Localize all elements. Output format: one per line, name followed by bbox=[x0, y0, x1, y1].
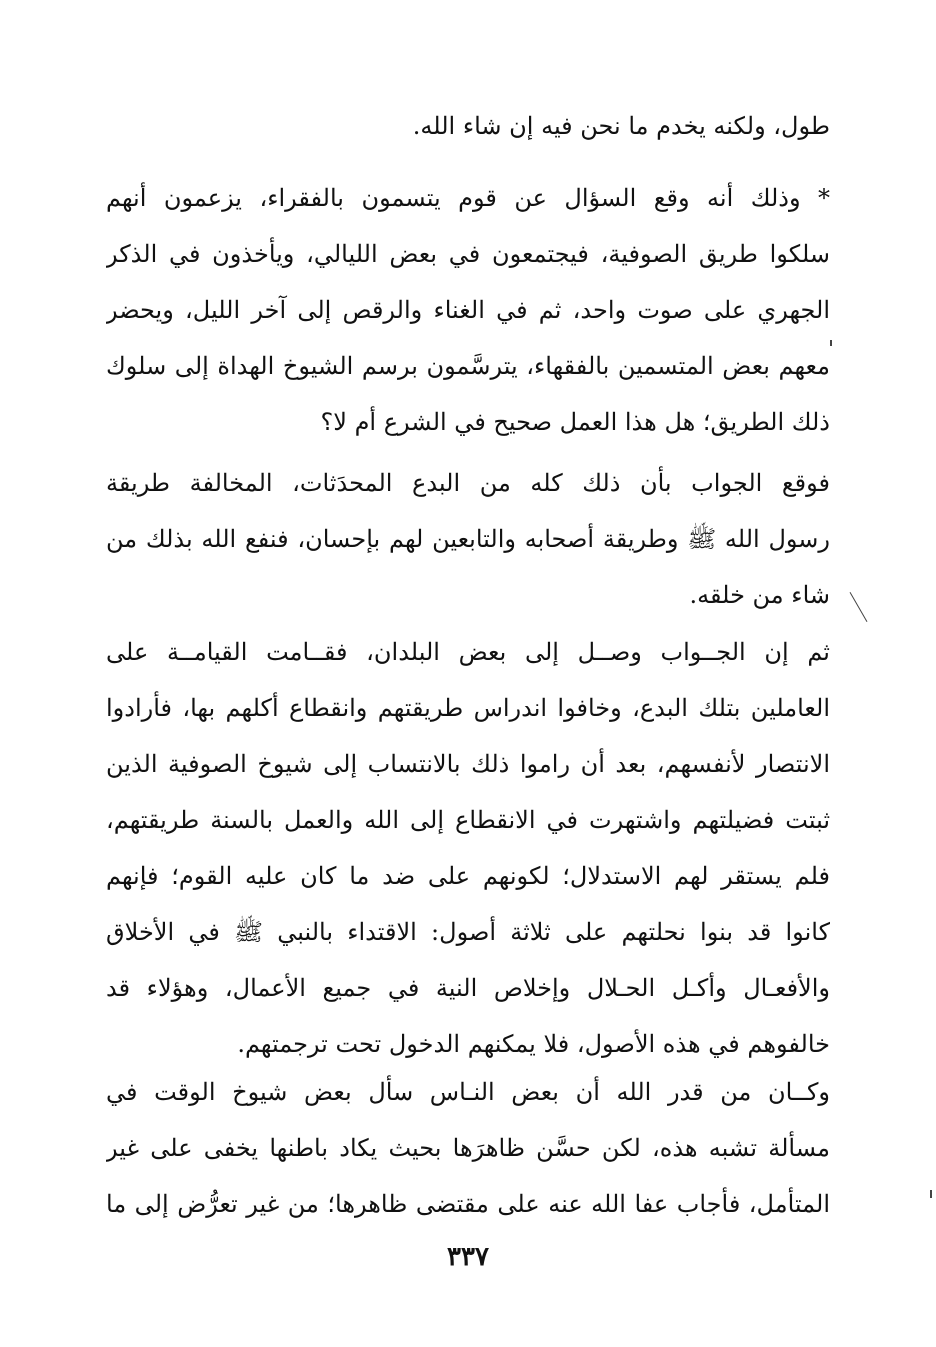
text-line: المتأمل، فأجاب عفا الله عنه على مقتضى ظاهرها؛ من غير تعرُّض إلى ما bbox=[106, 1190, 830, 1218]
text-line: شاء من خلقه. bbox=[689, 581, 830, 609]
text-line: ذلك الطريق؛ هل هذا العمل صحيح في الشرع أم لا؟ bbox=[320, 408, 830, 436]
paragraph-1 bbox=[106, 98, 830, 154]
scan-mark bbox=[830, 340, 832, 346]
scan-mark bbox=[850, 592, 868, 622]
text-line: خالفوهم في هذه الأصول، فلا يمكنهم الدخول تحت ترجمتهم. bbox=[237, 1030, 830, 1058]
text-line: فوقع الجواب بأن ذلك كله من البدع المحدَثات، المخالفة طريقة bbox=[106, 469, 830, 497]
text-line: ثبتت فضيلتهم واشتهرت في الانقطاع إلى الله والعمل بالسنة طريقتهم، bbox=[106, 806, 830, 834]
paragraph-2 bbox=[106, 170, 830, 450]
text-line: وكــان من قدر الله أن بعض النـاس سأل بعض شيوخ الوقت في bbox=[106, 1078, 830, 1106]
text-line: والأفعـال وأكـل الحـلال وإخلاص النية في جميع الأعمال، وهؤلاء قد bbox=[106, 974, 830, 1002]
paragraph-5 bbox=[106, 1064, 830, 1232]
text-line: الجهري على صوت واحد، ثم في الغناء والرقص إلى آخر الليل، ويحضر bbox=[106, 296, 830, 324]
text-line: مسألة تشبه هذه، لكن حسَّن ظاهرَها بحيث يكاد باطنها يخفى على غير bbox=[106, 1134, 830, 1162]
paragraph-3 bbox=[106, 455, 830, 623]
text-line: فلم يستقر لهم الاستدلال؛ لكونهم على ضد ما كان عليه القوم؛ فإنهم bbox=[106, 862, 830, 890]
text-line: ثم إن الجــواب وصــل إلى بعض البلدان، فقــامت القيامــة على bbox=[106, 638, 830, 666]
paragraph-4 bbox=[106, 624, 830, 1072]
text-line: الانتصار لأنفسهم، بعد أن راموا ذلك بالانتساب إلى شيوخ الصوفية الذين bbox=[106, 750, 830, 778]
text-line: طول، ولكنه يخدم ما نحن فيه إن شاء الله. bbox=[412, 112, 830, 140]
page-number: ٣٣٧ bbox=[447, 1242, 489, 1272]
text-line: معهم بعض المتسمين بالفقهاء، يترسَّمون برسم الشيوخ الهداة إلى سلوك bbox=[106, 352, 830, 380]
text-line: * وذلك أنه وقع السؤال عن قوم يتسمون بالفقراء، يزعمون أنهم bbox=[106, 184, 830, 212]
text-line: كانوا قد بنوا نحلتهم على ثلاثة أصول: الاقتداء بالنبي ﷺ في الأخلاق bbox=[106, 918, 830, 946]
text-line: العاملين بتلك البدع، وخافوا اندراس طريقتهم وانقطاع أكلهم بها، فأرادوا bbox=[106, 694, 830, 722]
text-line: رسول الله ﷺ وطريقة أصحابه والتابعين لهم بإحسان، فنفع الله بذلك من bbox=[106, 525, 830, 553]
scan-mark bbox=[930, 1190, 932, 1198]
text-line: سلكوا طريق الصوفية، فيجتمعون في بعض الليالي، ويأخذون في الذكر bbox=[106, 240, 830, 268]
